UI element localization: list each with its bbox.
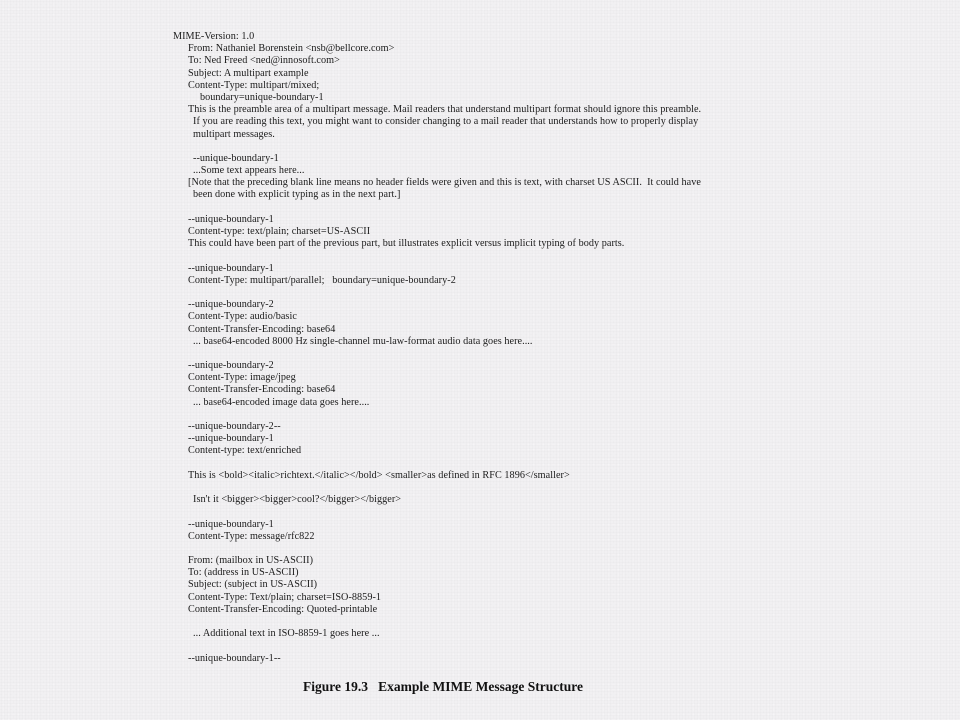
- note-line: been done with explicit typing as in the next part.]: [193, 189, 401, 201]
- boundary-line: --unique-boundary-1: [188, 518, 274, 530]
- header-line: Content-Transfer-Encoding: base64: [188, 323, 336, 335]
- boundary-line: --unique-boundary-1: [193, 152, 279, 164]
- header-line: Content-Type: multipart/parallel; boundary=unique-boundary-2: [188, 274, 456, 286]
- header-line: Subject: A multipart example: [188, 67, 309, 79]
- header-line: Content-Type: audio/basic: [188, 311, 297, 323]
- boundary-line: --unique-boundary-1: [188, 213, 274, 225]
- body-line: ... base64-encoded image data goes here....: [193, 396, 370, 408]
- header-line: To: (address in US-ASCII): [188, 567, 299, 579]
- boundary-line: --unique-boundary-1: [188, 262, 274, 274]
- header-line: boundary=unique-boundary-1: [200, 91, 324, 103]
- header-line: Content-Type: Text/plain; charset=ISO-8859-1: [188, 591, 382, 603]
- body-line: Isn't it <bigger><bigger>cool?</bigger></bigger>: [193, 494, 402, 506]
- figure-caption: Figure 19.3 Example MIME Message Structure: [303, 679, 583, 694]
- header-line: Content-Type: multipart/mixed;: [188, 79, 320, 91]
- note-line: [Note that the preceding blank line means no header fields were given and this is text, with charset US ASCII. It could have: [188, 177, 701, 189]
- boundary-line: --unique-boundary-2: [188, 360, 274, 372]
- header-line: To: Ned Freed <ned@innosoft.com>: [188, 55, 340, 67]
- boundary-line: --unique-boundary-2: [188, 299, 274, 311]
- boundary-line: --unique-boundary-1: [188, 433, 274, 445]
- header-line: MIME-Version: 1.0: [173, 31, 255, 42]
- header-line: Content-type: text/plain; charset=US-ASCII: [188, 226, 371, 237]
- preamble-line: This is the preamble area of a multipart message. Mail readers that understand multipart format should ignore this preamble.: [188, 104, 702, 116]
- header-line: Content-Type: message/rfc822: [188, 530, 315, 542]
- closing-boundary-line: --unique-boundary-1--: [188, 652, 281, 664]
- header-line: Content-type: text/enriched: [188, 445, 302, 457]
- preamble-line: multipart messages.: [193, 128, 275, 140]
- body-line: ...Some text appears here...: [193, 165, 305, 177]
- body-line: ... base64-encoded 8000 Hz single-channel mu-law-format audio data goes here....: [193, 335, 533, 347]
- preamble-line: If you are reading this text, you might want to consider changing to a mail reader that understands how to properly display: [193, 116, 699, 128]
- body-line: ... Additional text in ISO-8859-1 goes here ...: [193, 628, 380, 640]
- header-line: Content-Transfer-Encoding: Quoted-printable: [188, 603, 378, 615]
- header-line: Subject: (subject in US-ASCII): [188, 579, 318, 591]
- mime-message-listing: [173, 31, 913, 665]
- body-line: This is <bold><italic>richtext.</italic></bold> <smaller>as defined in RFC 1896</smaller>: [188, 469, 570, 481]
- header-line: From: Nathaniel Borenstein <nsb@bellcore.com>: [188, 43, 395, 55]
- header-line: Content-Transfer-Encoding: base64: [188, 384, 336, 396]
- header-line: Content-Type: image/jpeg: [188, 372, 296, 384]
- header-line: From: (mailbox in US-ASCII): [188, 555, 314, 567]
- boundary-line: --unique-boundary-2--: [188, 421, 281, 432]
- body-line: This could have been part of the previous part, but illustrates explicit versus implicit typing of body parts.: [188, 238, 625, 250]
